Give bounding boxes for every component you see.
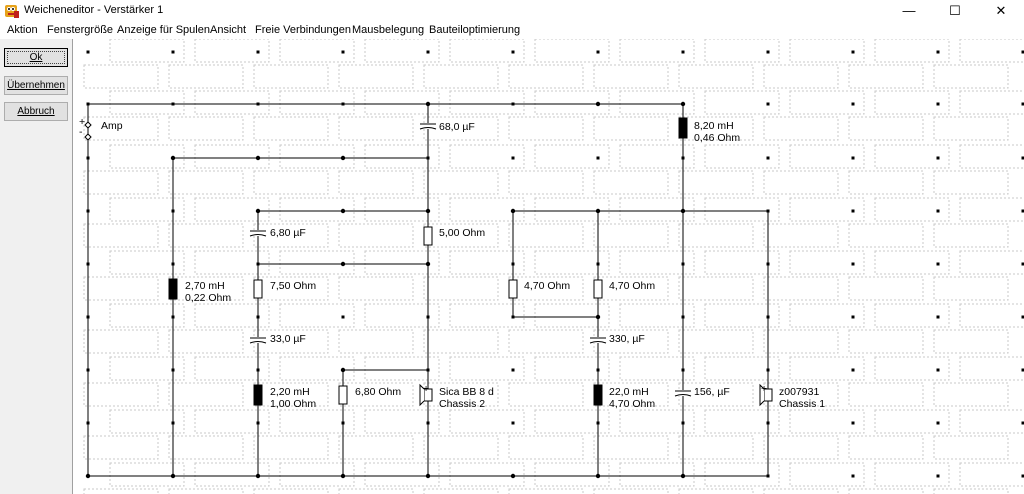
empty-slot-box[interactable] — [169, 171, 243, 194]
empty-slot-box[interactable] — [849, 277, 923, 300]
grid-dot[interactable] — [937, 316, 940, 319]
window-title: Weicheneditor - Verstärker 1 — [24, 4, 164, 16]
empty-slot-box[interactable] — [934, 330, 1008, 353]
speaker-2-model: Sica BB 8 d — [439, 386, 494, 398]
empty-slot-box[interactable] — [84, 330, 158, 353]
junction-dot — [341, 262, 345, 266]
res-680-label: 6,80 Ohm — [355, 386, 402, 398]
empty-slot-box[interactable] — [960, 198, 1024, 221]
empty-slot-box[interactable] — [424, 436, 498, 459]
grid-dot[interactable] — [342, 51, 345, 54]
ind-22mh-label: 22,0 mH — [609, 386, 649, 398]
grid-dot[interactable] — [852, 51, 855, 54]
empty-slot-box[interactable] — [679, 224, 753, 247]
grid-dot[interactable] — [257, 51, 260, 54]
empty-slot-box[interactable] — [84, 224, 158, 247]
empty-slot-box[interactable] — [509, 224, 583, 247]
junction-dot — [341, 368, 345, 372]
empty-slot-box[interactable] — [764, 65, 838, 88]
amp-minus-label: - — [79, 126, 83, 138]
ind-820mh-resistance: 0,46 Ohm — [694, 132, 741, 144]
amp-plus-label: + — [79, 116, 86, 128]
empty-slot-box[interactable] — [169, 489, 243, 494]
junction-dot — [341, 156, 345, 160]
empty-slot-box[interactable] — [84, 65, 158, 88]
empty-slot-box[interactable] — [509, 330, 583, 353]
speaker-2-label: Chassis 2 — [439, 398, 486, 410]
empty-slot-box[interactable] — [509, 65, 583, 88]
empty-slot-box[interactable] — [960, 251, 1024, 274]
grid-dot[interactable] — [937, 210, 940, 213]
empty-slot-grid — [84, 39, 1024, 494]
empty-slot-box[interactable] — [960, 145, 1024, 168]
empty-slot-box[interactable] — [339, 489, 413, 494]
empty-slot-box[interactable] — [169, 383, 243, 406]
grid-dot[interactable] — [512, 157, 515, 160]
empty-slot-box[interactable] — [424, 171, 498, 194]
grid-dot[interactable] — [767, 157, 770, 160]
ind-820mh[interactable] — [679, 118, 687, 138]
junction-dot — [171, 156, 175, 160]
empty-slot-box[interactable] — [594, 224, 668, 247]
junction-dot — [596, 209, 600, 213]
empty-slot-box[interactable] — [84, 489, 158, 494]
grid-dot[interactable] — [512, 422, 515, 425]
grid-dot[interactable] — [427, 51, 430, 54]
empty-slot-box[interactable] — [849, 436, 923, 459]
grid-dot[interactable] — [682, 51, 685, 54]
empty-slot-box[interactable] — [934, 117, 1008, 140]
grid-dot[interactable] — [852, 316, 855, 319]
ind-220mh-resistance: 1,00 Ohm — [270, 398, 317, 410]
button-panel — [0, 39, 73, 494]
grid-dot[interactable] — [512, 369, 515, 372]
junction-dot — [256, 474, 260, 478]
res-470b[interactable] — [594, 280, 602, 298]
junction-dot — [596, 474, 600, 478]
ind-220mh[interactable] — [254, 385, 262, 405]
junction-dot — [426, 474, 430, 478]
junction-dot — [511, 209, 515, 213]
empty-slot-box[interactable] — [339, 65, 413, 88]
empty-slot-box[interactable] — [934, 277, 1008, 300]
empty-slot-box[interactable] — [84, 383, 158, 406]
empty-slot-box[interactable] — [764, 117, 838, 140]
empty-slot-box[interactable] — [509, 489, 583, 494]
empty-slot-box[interactable] — [254, 117, 328, 140]
circuit-schematic[interactable] — [73, 39, 1024, 494]
junction-dot — [681, 474, 685, 478]
junction-dot — [341, 209, 345, 213]
menu-ansicht[interactable]: Ansicht — [210, 24, 247, 36]
grid-dot[interactable] — [852, 369, 855, 372]
grid-dot[interactable] — [172, 51, 175, 54]
empty-slot-box[interactable] — [169, 117, 243, 140]
res-500[interactable] — [424, 227, 432, 245]
cap-330-uf-label: 330, µF — [609, 333, 645, 345]
junction-dot — [681, 209, 685, 213]
empty-slot-box[interactable] — [254, 436, 328, 459]
empty-slot-box[interactable] — [594, 171, 668, 194]
res-470a-label: 4,70 Ohm — [524, 280, 571, 292]
empty-slot-box[interactable] — [960, 357, 1024, 380]
empty-slot-box[interactable] — [934, 383, 1008, 406]
menu-fenstergroesse[interactable]: Fenstergröße — [47, 24, 114, 36]
empty-slot-box[interactable] — [169, 65, 243, 88]
junction-dot — [256, 209, 260, 213]
empty-slot-box[interactable] — [764, 489, 838, 494]
grid-dot[interactable] — [512, 51, 515, 54]
empty-slot-box[interactable] — [849, 383, 923, 406]
ind-22mh-resistance: 4,70 Ohm — [609, 398, 656, 410]
empty-slot-box[interactable] — [84, 436, 158, 459]
junction-dot — [426, 102, 430, 106]
empty-slot-box[interactable] — [934, 436, 1008, 459]
empty-slot-box[interactable] — [339, 117, 413, 140]
grid-dot[interactable] — [342, 316, 345, 319]
junction-dot — [341, 474, 345, 478]
empty-slot-box[interactable] — [169, 224, 243, 247]
grid-dot[interactable] — [597, 51, 600, 54]
junction-dot — [426, 209, 430, 213]
empty-slot-box[interactable] — [764, 330, 838, 353]
empty-slot-box[interactable] — [594, 65, 668, 88]
grid-dot[interactable] — [937, 475, 940, 478]
grid-dot[interactable] — [852, 263, 855, 266]
empty-slot-box[interactable] — [424, 330, 498, 353]
grid-dot[interactable] — [937, 157, 940, 160]
speaker-2-plus: + — [423, 383, 430, 395]
empty-slot-box[interactable] — [594, 489, 668, 494]
grid-dot[interactable] — [852, 210, 855, 213]
empty-slot-box[interactable] — [849, 330, 923, 353]
empty-slot-box[interactable] — [849, 117, 923, 140]
res-500-label: 5,00 Ohm — [439, 227, 486, 239]
empty-slot-box[interactable] — [679, 65, 753, 88]
menu-freie-verbindungen[interactable]: Freie Verbindungen — [255, 24, 352, 36]
junction-dot — [426, 262, 430, 266]
grid-dot[interactable] — [767, 103, 770, 106]
ind-270mh-label: 2,70 mH — [185, 280, 225, 292]
amp-label: Amp — [101, 120, 123, 132]
menu-anzeige-spulen[interactable]: Anzeige für Spulen — [117, 24, 210, 36]
empty-slot-box[interactable] — [960, 410, 1024, 433]
empty-slot-box[interactable] — [679, 171, 753, 194]
empty-slot-box[interactable] — [509, 436, 583, 459]
junction-dot — [511, 474, 515, 478]
speaker-1-label: Chassis 1 — [779, 398, 826, 410]
junction-dot — [86, 474, 90, 478]
empty-slot-box[interactable] — [339, 330, 413, 353]
cap-156uf-label: 156, µF — [694, 386, 730, 398]
cancel-button[interactable]: Abbruch — [4, 102, 68, 121]
empty-slot-box[interactable] — [934, 171, 1008, 194]
empty-slot-box[interactable] — [849, 65, 923, 88]
empty-slot-box[interactable] — [254, 171, 328, 194]
empty-slot-box[interactable] — [934, 224, 1008, 247]
grid-dot[interactable] — [87, 51, 90, 54]
empty-slot-box[interactable] — [339, 224, 413, 247]
amp-plus-terminal[interactable] — [85, 122, 91, 128]
empty-slot-box[interactable] — [254, 65, 328, 88]
empty-slot-box[interactable] — [764, 224, 838, 247]
empty-slot-box[interactable] — [960, 463, 1024, 486]
speaker-1-plus: + — [761, 383, 768, 395]
grid-dot[interactable] — [937, 103, 940, 106]
junction-dot — [596, 102, 600, 106]
empty-slot-box[interactable] — [679, 277, 753, 300]
empty-slot-box[interactable] — [764, 171, 838, 194]
empty-slot-box[interactable] — [960, 304, 1024, 327]
schematic-canvas[interactable] — [73, 39, 1024, 494]
empty-slot-box[interactable] — [169, 436, 243, 459]
grid-dot[interactable] — [937, 369, 940, 372]
res-470a[interactable] — [509, 280, 517, 298]
empty-slot-box[interactable] — [679, 436, 753, 459]
res-680[interactable] — [339, 386, 347, 404]
grid-dot[interactable] — [767, 51, 770, 54]
grid-dot[interactable] — [852, 422, 855, 425]
empty-slot-box[interactable] — [679, 330, 753, 353]
empty-slot-box[interactable] — [424, 489, 498, 494]
minimize-button[interactable]: — — [902, 3, 916, 18]
res-750-label: 7,50 Ohm — [270, 280, 317, 292]
empty-slot-box[interactable] — [594, 436, 668, 459]
empty-slot-box[interactable] — [679, 489, 753, 494]
empty-slot-box[interactable] — [594, 117, 668, 140]
empty-slot-box[interactable] — [849, 224, 923, 247]
grid-dot[interactable] — [852, 103, 855, 106]
cap-68uf-label: 68,0 µF — [439, 121, 475, 133]
menu-mausbelegung[interactable]: Mausbelegung — [352, 24, 425, 36]
apply-button[interactable]: Übernehmen — [4, 76, 68, 95]
empty-slot-box[interactable] — [849, 171, 923, 194]
empty-slot-box[interactable] — [934, 489, 1008, 494]
connection-dot-grid — [87, 51, 1024, 478]
menu-aktion[interactable]: Aktion — [7, 24, 38, 36]
res-750[interactable] — [254, 280, 262, 298]
res-470b-label: 4,70 Ohm — [609, 280, 656, 292]
empty-slot-box[interactable] — [960, 39, 1024, 62]
junction-dot — [596, 315, 600, 319]
empty-slot-box[interactable] — [960, 91, 1024, 114]
ind-270mh[interactable] — [169, 279, 177, 299]
maximize-button[interactable]: ☐ — [949, 3, 961, 18]
empty-slot-box[interactable] — [764, 277, 838, 300]
grid-dot[interactable] — [852, 475, 855, 478]
grid-dot[interactable] — [597, 157, 600, 160]
empty-slot-box[interactable] — [84, 277, 158, 300]
junction-dot — [681, 102, 685, 106]
empty-slot-box[interactable] — [424, 277, 498, 300]
speaker-1-model: z007931 — [779, 386, 820, 398]
ind-22mh[interactable] — [594, 385, 602, 405]
junction-dot — [256, 156, 260, 160]
grid-dot[interactable] — [852, 157, 855, 160]
empty-slot-box[interactable] — [934, 65, 1008, 88]
cartoon-character-icon — [4, 3, 20, 19]
ind-820mh-label: 8,20 mH — [694, 120, 734, 132]
cap-330uf-label: 33,0 µF — [270, 333, 306, 345]
cap-680uf-label: 6,80 µF — [270, 227, 306, 239]
empty-slot-box[interactable] — [339, 277, 413, 300]
grid-dot[interactable] — [937, 263, 940, 266]
empty-slot-box[interactable] — [84, 171, 158, 194]
ind-220mh-label: 2,20 mH — [270, 386, 310, 398]
empty-slot-box[interactable] — [339, 436, 413, 459]
title-bar — [0, 0, 1024, 22]
empty-slot-box[interactable] — [509, 117, 583, 140]
grid-dot[interactable] — [937, 422, 940, 425]
empty-slot-box[interactable] — [849, 489, 923, 494]
empty-slot-box[interactable] — [509, 383, 583, 406]
close-button[interactable]: ✕ — [995, 3, 1007, 18]
junction-dot — [171, 474, 175, 478]
ind-270mh-resistance: 0,22 Ohm — [185, 292, 232, 304]
empty-slot-box[interactable] — [424, 65, 498, 88]
empty-slot-box[interactable] — [509, 171, 583, 194]
empty-slot-box[interactable] — [339, 171, 413, 194]
grid-dot[interactable] — [937, 51, 940, 54]
menu-bar — [0, 22, 1024, 39]
amp-minus-terminal[interactable] — [85, 134, 91, 140]
menu-bauteiloptimierung[interactable]: Bauteiloptimierung — [429, 24, 521, 36]
empty-slot-box[interactable] — [254, 489, 328, 494]
empty-slot-box[interactable] — [169, 330, 243, 353]
ok-button[interactable]: Ok — [4, 48, 68, 67]
empty-slot-box[interactable] — [764, 436, 838, 459]
